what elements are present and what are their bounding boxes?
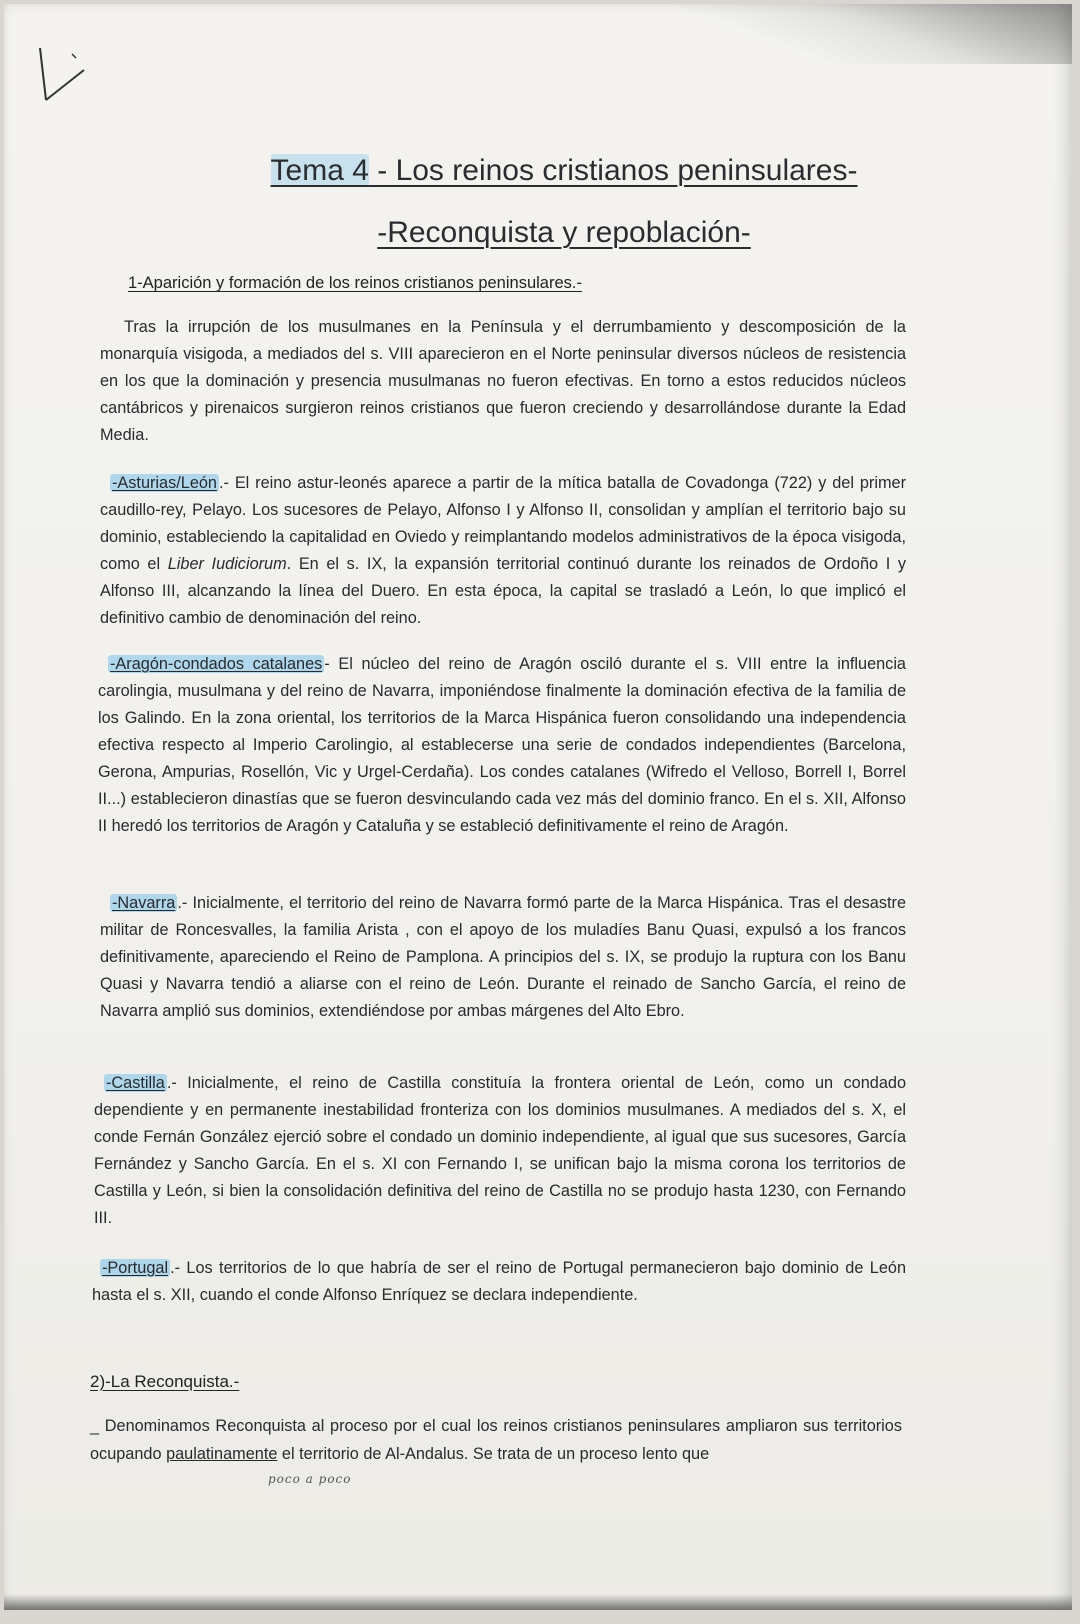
aragon-heading: -Aragón-condados catalanes [110,655,323,673]
paulatinamente-word: paulatinamente [166,1445,278,1463]
reconquista-paragraph [90,1412,902,1468]
title-prefix: Tema 4 [270,154,369,187]
asturias-text: .- El reino astur-leonés aparece a partir de la mítica batalla de Covadonga (722) y del primer caudillo-rey, Pelayo. Los sucesores de Pelayo, Alfonso I y Alfonso II, consolidan y amplían el territorio bajo su dominio, estableciendo la capitalidad en Oviedo y reimplantando modelos administrativos de la época visigoda, como el [100,474,906,573]
page-title [30,154,1080,188]
asturias-heading: -Asturias/León [112,474,217,492]
slash-pen-mark-icon [32,40,92,120]
scan-shadow [652,4,1072,64]
handwritten-note: poco a poco [268,1472,352,1486]
asturias-text-2: . En el s. IX, la expansión territorial continuó durante los reinados de Ordoño I y Alfonso III, alcanzando la línea del Duero. En esta época, la capital se trasladó a León, lo que implicó el definitivo cambio de denominación del reino. [100,555,906,627]
aragon-paragraph [98,651,906,840]
castilla-paragraph [94,1070,906,1232]
aragon-text: - El núcleo del reino de Aragón osciló durante el s. VIII entre la influencia carolingia, musulmana y del reino de Navarra, imponiéndose finalmente la dominación efectiva de la familia de los Galindo. En la zona oriental, los territorios de la Marca Hispánica fueron consolidando una independencia efectiva respecto al Imperio Carolingio, al establecerse una serie de condados independientes (Barcelona, Gerona, Ampurias, Rosellón, Vic y Urgel-Cerdaña). Los condes catalanes (Wifredo el Velloso, Borrell I, Borrel II...) establecieron dinastías que se fueron desvinculando cada vez más del dominio franco. En el s. XII, Alfonso II heredó los territorios de Aragón y Cataluña y se estableció definitivamente el reino de Aragón. [98,655,906,835]
title-rest: - Los reinos cristianos peninsulares- [368,154,858,187]
document-page [4,4,1072,1610]
portugal-heading: -Portugal [102,1259,169,1277]
portugal-text: .- Los territorios de lo que habría de ser el reino de Portugal permanecieron bajo dominio de León hasta el s. XII, cuando el conde Alfonso Enríquez se declara independiente. [92,1259,906,1304]
page-subtitle: -Reconquista y repoblación- [377,216,751,249]
reconquista-lead: _ Denominamos Reconquista al proceso por el cual los reinos cristianos peninsulares ampliaron sus territorios ocupando [90,1417,902,1463]
scan-shadow-bottom [4,1594,1072,1610]
section-2-heading: 2)-La Reconquista.- [90,1372,240,1391]
section-1-heading: 1-Aparición y formación de los reinos cristianos peninsulares.- [128,274,582,292]
navarra-text: .- Inicialmente, el territorio del reino de Navarra formó parte de la Marca Hispánica. Tras el desastre militar de Roncesvalles, la familia Arista , con el apoyo de los muladíes Banu Quasi, expulsó a los francos definitivamente, apareciendo el Reino de Pamplona. A principios del s. IX, se produjo la ruptura con los Banu Quasi y Navarra tendió a aliarse con el reino de León. Durante el reinado de Sancho García, el reino de Navarra amplió sus dominios, extendiéndose por ambas márgenes del Alto Ebro. [100,894,906,1020]
castilla-text: .- Inicialmente, el reino de Castilla constituía la frontera oriental de León, como un condado dependiente y en permanente inestabilidad fronteriza con los dominios musulmanes. A mediados del s. X, el conde Fernán González ejerció sobre el condado un dominio independiente, al igual que sus sucesores, García Fernández y Sancho García. En el s. XI con Fernando I, se unifican bajo la misma corona los territorios de Castilla y León, si bien la consolidación definitiva del reino de Castilla no se produjo hasta 1230, con Fernando III. [94,1074,906,1227]
castilla-heading: -Castilla [106,1074,165,1092]
navarra-paragraph [100,890,906,1025]
portugal-paragraph [92,1255,906,1309]
liber-title: Liber Iudiciorum [167,555,287,573]
asturias-paragraph [100,470,906,632]
intro-paragraph: Tras la irrupción de los musulmanes en la Península y el derrumbamiento y descomposición de la monarquía visigoda, a mediados del s. VIII aparecieron en el Norte peninsular diversos núcleos de resistencia en los que la dominación y presencia musulmanas no fueron efectivas. En torno a estos reducidos núcleos cantábricos y pirenaicos surgieron reinos cristianos que fueron creciendo y desarrollándose durante la Edad Media. [100,318,906,444]
navarra-heading: -Navarra [112,894,176,912]
reconquista-tail: el territorio de Al-Andalus. Se trata de un proceso lento que [277,1445,710,1463]
